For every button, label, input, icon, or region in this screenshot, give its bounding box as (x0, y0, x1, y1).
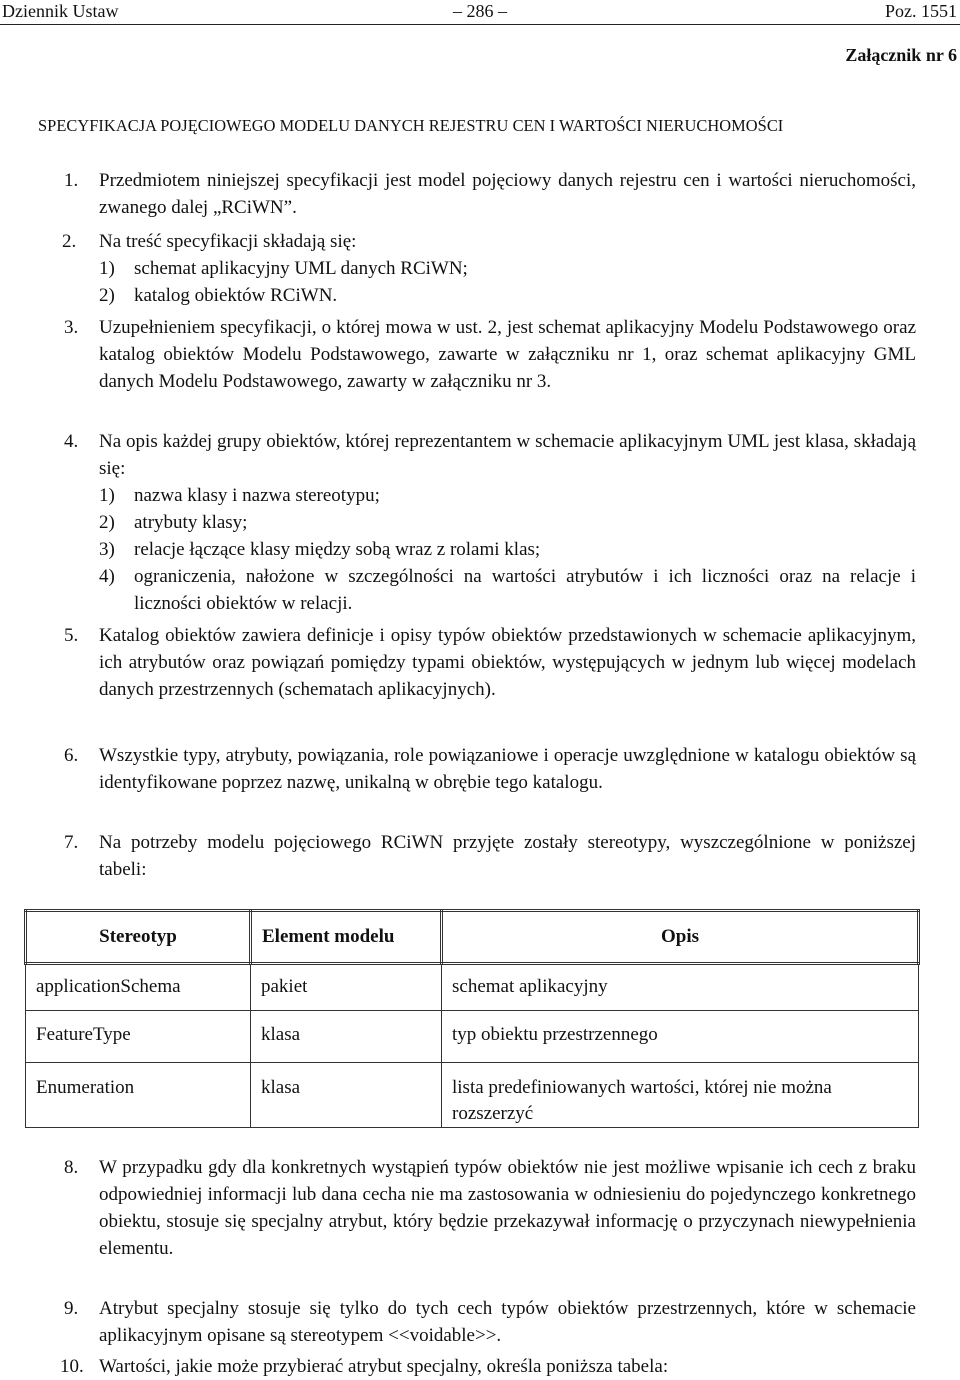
page-header (0, 0, 960, 24)
page-number: – 286 – (453, 1, 507, 21)
table-row (26, 964, 919, 1011)
item-text: Wszystkie typy, atrybuty, powiązania, role powiązaniowe i operacje uwzględnione w katalogu obiektów są identyfikowane poprzez nazwę, unikalną w obrębie tego katalogu. (99, 745, 916, 793)
column-header: Opis (442, 911, 919, 964)
document-title: SPECYFIKACJA POJĘCIOWEGO MODELU DANYCH REJESTRU CEN I WARTOŚCI NIERUCHOMOŚCI (38, 116, 784, 135)
item-number: 3. (64, 317, 79, 338)
item-number: 6. (64, 745, 79, 766)
item-number: 1. (64, 170, 79, 191)
table-cell: FeatureType (26, 1011, 251, 1063)
item-text: W przypadku gdy dla konkretnych wystąpień typów obiektów nie jest możliwe wpisanie ich cech z braku odpowiedniej informacji lub dana cecha nie ma zastosowania w odniesieniu do pojedynczego konkretnego obiektu, stosuje się specjalny atrybut, który będzie przekazywał informację o przyczynach niewypełnienia elementu. (99, 1157, 916, 1259)
table-row (26, 1063, 919, 1128)
list-item-3 (64, 314, 916, 395)
list-item-1 (64, 167, 916, 221)
table-cell: pakiet (251, 964, 442, 1011)
item-number: 5. (64, 625, 79, 646)
column-header: Stereotyp (26, 911, 251, 964)
list-item-6 (64, 742, 916, 796)
list-item-5 (64, 622, 916, 703)
journal-name: Dziennik Ustaw (2, 1, 119, 21)
table-header-row (26, 911, 919, 964)
item-text: Na opis każdej grupy obiektów, której reprezentantem w schemacie aplikacyjnym UML jest klasa, składają się: (99, 431, 916, 479)
sub-item: 2) katalog obiektów RCiWN. (99, 285, 338, 306)
item-number: 2. (62, 231, 77, 252)
sub-item: 1) schemat aplikacyjny UML danych RCiWN; (99, 258, 468, 279)
item-text: Atrybut specjalny stosuje się tylko do tych cech typów obiektów przestrzennych, które w schemacie aplikacyjnym opisane są stereotypem <<voidable>>. (99, 1298, 916, 1346)
list-item-8 (64, 1154, 916, 1262)
item-number: 4. (64, 431, 79, 452)
list-item-2 (64, 228, 916, 309)
item-number: 10. (60, 1356, 84, 1377)
table-cell: typ obiektu przestrzennego (442, 1011, 919, 1063)
table-cell: klasa (251, 1011, 442, 1063)
list-item-10 (60, 1353, 916, 1380)
item-text: Przedmiotem niniejszej specyfikacji jest model pojęciowy danych rejestru cen i wartości nieruchomości, zwanego dalej „RCiWN”. (99, 170, 916, 218)
column-header: Element modelu (251, 911, 442, 964)
sub-item: 2) atrybuty klasy; (99, 512, 248, 533)
sub-item: 1) nazwa klasy i nazwa stereotypu; (99, 485, 380, 506)
table-row (26, 1011, 919, 1063)
item-number: 8. (64, 1157, 79, 1178)
sub-item: 3) relacje łączące klasy między sobą wraz z rolami klas; (99, 539, 541, 560)
item-text: Uzupełnieniem specyfikacji, o której mowa w ust. 2, jest schemat aplikacyjny Modelu Podstawowego oraz katalog obiektów Modelu Podstawowego, zawarte w załączniku nr 1, oraz schemat aplikacyjny GML danych Modelu Podstawowego, zawarty w załączniku nr 3. (99, 317, 916, 392)
table-cell: klasa (251, 1063, 442, 1128)
table-cell: lista predefiniowanych wartości, której nie można rozszerzyć (442, 1063, 919, 1128)
item-text: Katalog obiektów zawiera definicje i opisy typów obiektów przedstawionych w schemacie aplikacyjnym, ich atrybutów oraz powiązań pomiędzy typami obiektów, występujących w jednym lub więcej modelach danych przestrzennych (schematach aplikacyjnych). (99, 625, 916, 700)
item-number: 7. (64, 832, 79, 853)
item-text: Na potrzeby modelu pojęciowego RCiWN przyjęte zostały stereotypy, wyszczególnione w poniższej tabeli: (99, 832, 916, 880)
position-number: Poz. 1551 (885, 1, 957, 21)
header-divider (0, 24, 960, 25)
table-cell: schemat aplikacyjny (442, 964, 919, 1011)
stereotype-table (24, 909, 920, 1122)
list-item-9 (64, 1295, 916, 1349)
item-text: Na treść specyfikacji składają się: (99, 231, 357, 252)
sub-item: 4) ograniczenia, nałożone w szczególności na wartości atrybutów i ich liczności oraz na relacje i liczności obiektów w relacji. (99, 566, 916, 614)
list-item-4 (64, 428, 916, 617)
list-item-7 (64, 829, 916, 883)
item-number: 9. (64, 1298, 79, 1319)
table-cell: applicationSchema (26, 964, 251, 1011)
annex-label: Załącznik nr 6 (845, 45, 957, 65)
table-cell: Enumeration (26, 1063, 251, 1128)
item-text: Wartości, jakie może przybierać atrybut specjalny, określa poniższa tabela: (99, 1356, 669, 1377)
